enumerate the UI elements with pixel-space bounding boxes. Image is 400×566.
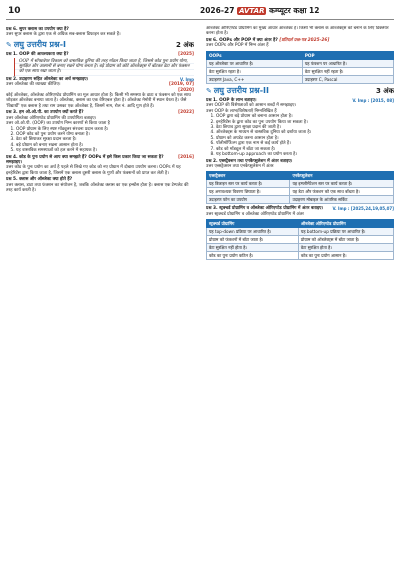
answer-5: उत्तर क्लास, डाटा तथा फंक्शन का संयोजन है, जबकि ऑब्जेक्ट क्लास का एक इन्स्टेंस होता है। क्लास एक टेम्पलेट की तरह कार्य करती है। xyxy=(6,182,189,193)
right-column xyxy=(206,26,394,562)
list-item: 4. ऑब्जेक्ट्स के माध्यम से वास्तविक दुनिया को दर्शाया जाता है। xyxy=(216,130,394,135)
answer-2-year: [2020] xyxy=(178,87,194,93)
right-intro: ऑब्जेक्ट ओरिएण्टेड प्रोग्रामिंग का मुख्य आधार ऑब्जेक्ट हैं। किसी भी क्लास के ऑब्जेक्ट्स को बनाने के लिए डिक्लेयर करना होता है। xyxy=(206,26,389,37)
header-rule xyxy=(6,19,394,20)
brand-logo: AVTAR xyxy=(239,7,265,15)
class-label: कक्षा 12 xyxy=(293,6,320,15)
list-item: 8. यह bottom-up approach का प्रयोग करता है। xyxy=(216,152,394,157)
section-title: लघु उत्तरीय प्रश्न-II xyxy=(213,85,269,95)
handwritten-answer: OOP में सॉफ्टवेयर विकास को वास्तविक दुनिया की तरह मॉडल किया जाता है, जिससे कोड पुनः प्रयोग योग्य, सुरक्षित और आसानी से बनाए रखने योग्य बनता है। बड़े प्रोग्राम को छोटे ऑब्जेक्ट्स में बाँटकर डेटा और फंक्शन को एक साथ रखा जाता है। xyxy=(14,58,194,76)
vimp-tag: V. Imp xyxy=(179,76,194,82)
answer-2-head: [2019, 07] उत्तर ऑब्जेक्ट की व्याख्या कीजिए। xyxy=(6,82,194,88)
table-row: यह ऑब्जेक्ट पर आधारित है। यह फंक्शन पर आधारित है। xyxy=(207,59,394,67)
question-r3-sub: उत्तर स्ट्रक्चर्ड प्रोग्रामिंग व ऑब्जेक्ट ओरिएण्टेड प्रोग्रामिंग में अंतर xyxy=(206,211,304,217)
list-item: 6. पॉलीमॉर्फिज्म द्वारा एक नाम से कई कार्य होते हैं। xyxy=(216,141,394,146)
section-title: लघु उत्तरीय प्रश्न-I xyxy=(13,39,66,49)
table-row: डेटा सुरक्षित रहता है। डेटा सुरक्षित नहीं रहता है। xyxy=(207,67,394,75)
section-header-short-2 xyxy=(206,85,394,95)
question-4: [2016] प्रश्न 4. कोड के पुनः प्रयोग से आप क्या समझते हैं? OOPs में इसे किस प्रकार किया जा सकता है? समझाइए। xyxy=(6,154,194,165)
list-item: 2. इनहेरिटेंस के द्वारा कोड का पुनः उपयोग किया जा सकता है। xyxy=(216,120,394,125)
question-6: प्रश्न 6. OOPs और POP में क्या अंतर है? [प्रतिदर्श प्रश्न-पत्र 2025-26] xyxy=(206,37,330,43)
oops-pop-table: OOPs POP यह ऑब्जेक्ट पर आधारित है। यह फंक्शन पर आधारित है। डेटा सुरक्षित रहता है। डेटा सुरक्षित नहीं रहता है। उदाहरण Java, C++ उदाहरण C, Pascal xyxy=(206,51,394,84)
answer-4: उत्तर कोड के पुनः प्रयोग का अर्थ है पहले से लिखे गए कोड को नए प्रोग्राम में दोबारा उपयोग करना। OOPs में यह इनहेरिटेंस द्वारा किया जाता है, जिसमें एक क्लास दूसरी क्लास के गुणों और फंक्शनों को प्राप्त कर लेती है। xyxy=(6,165,181,176)
book-brand xyxy=(200,6,319,16)
table-row: प्रोग्राम को फंक्शनों में बाँटा जाता है। प्रोग्राम को ऑब्जेक्ट्स में बाँटा जाता है। xyxy=(207,236,394,244)
table-row: कोड का पुनः प्रयोग कठिन है। कोड का पुनः प्रयोग आसान है। xyxy=(207,252,394,260)
list-item: 3. डेटा छिपाव द्वारा सुरक्षा प्रदान की जाती है। xyxy=(216,125,394,130)
answer-r1-intro: उत्तर OOP के लाभ/विशेषताएँ निम्नलिखित हैं xyxy=(206,108,277,114)
year-label: 2026-27 xyxy=(200,6,235,15)
question-r2: प्रश्न 2. एब्सट्रैक्शन तथा एनकैप्सुलेशन में अंतर बताइए। xyxy=(206,158,293,164)
answer-3-list xyxy=(6,127,194,154)
answer-top: उत्तर सुपर क्लास के द्वारा एक से अधिक सब-क्लास डिफाइन कर सकते हैं। xyxy=(6,32,121,38)
question-r2-sub: उत्तर एब्सट्रैक्शन तथा एनकैप्सुलेशन में अंतर xyxy=(206,163,274,169)
table-row: यह top-down प्रक्रिया पर आधारित है। यह bottom-up प्रक्रिया पर आधारित है। xyxy=(207,228,394,236)
question-2: V. Imp प्रश्न 2. उदाहरण सहित ऑब्जेक्ट का अर्थ समझाइए। xyxy=(6,76,194,82)
list-item: 7. कोड को मॉड्यूल में बाँटा जा सकता है। xyxy=(216,147,394,152)
question-r1: V. Imp : [2015, 08] प्रश्न 1. OOP के लाभ बताइए। xyxy=(206,98,394,104)
advantages-list xyxy=(206,114,394,157)
question-5: प्रश्न 5. क्लास और ऑब्जेक्ट क्या होते हैं? xyxy=(6,177,73,183)
list-item: 5. प्रोग्राम को अपडेट करना आसान होता है। xyxy=(216,136,394,141)
left-column xyxy=(6,26,194,562)
question-6-sub: उत्तर OOPs और POP में निम्न अंतर हैं xyxy=(206,43,269,49)
section-marks: 2 अंक xyxy=(175,40,194,49)
list-item: 2. OOP कोड को पुनः प्रयोग करने योग्य बनाता है। xyxy=(16,132,194,137)
question-r1b: उत्तर OOP की विशेषताओं को आसान शब्दों में समझाइए। xyxy=(206,103,297,109)
year-tag: [2025] xyxy=(178,52,194,58)
question-3: [2022] प्रश्न 3. हम ओ.ओ.पी. का उपयोग क्यों करते हैं? xyxy=(6,110,194,116)
structured-oop-table: स्ट्रक्चर्ड प्रोग्रामिंग ऑब्जेक्ट ओरिएण्टेड प्रोग्रामिंग यह top-down प्रक्रिया पर आधारित है। यह bottom-up प्रक्रिया पर आधारित है। प्रोग्राम को फंक्शनों में बाँटा जाता है। प्रोग्राम को ऑब्जेक्ट्स में बाँटा जाता है। डेटा सुरक्षित नहीं होता है। डेटा सुरक्षित होता है। कोड का पुनः प्रयोग कठिन है। कोड का पुनः प्रयोग आसान है। xyxy=(206,219,394,260)
answer-2: कोई ऑब्जेक्ट, ऑब्जेक्ट ओरिएण्टेड प्रोग्रामिंग का मूल आधार होता है। किसी भी समस्या के डाटा व फंक्शन को एक साथ जोड़कर ऑब्जेक्ट बनाया जाता है। ऑब्जेक्ट, क्लास का एक वेरिएबल होता है। ऑब्जेक्ट मेमोरी में स्थान घेरता है। जैसे 'विद्यार्थी' एक क्लास है तथा राम उसका एक ऑब्जेक्ट है, जिसमें नाम, रोल नं. आदि गुण होते हैं। xyxy=(6,93,191,109)
table-row: यह डिजाइन स्तर पर कार्य करता है। यह इम्प्लीमेंटेशन स्तर पर कार्य करता है। xyxy=(207,180,394,188)
answer-3-head: उत्तर ऑब्जेक्ट ओरिएण्टेड प्रोग्रामिंग की उपयोगिता बताइए। xyxy=(6,115,97,121)
question-1: [2025] प्रश्न 1. OOP की आवश्यकता क्या है? xyxy=(6,52,194,58)
question-r3: प्रश्न 3. स्ट्रक्चर्ड प्रोग्रामिंग व ऑब्जेक्ट ओरिएण्टेड प्रोग्रामिंग में अंतर बताइए। V. Imp : [2025,24,19,05,07] xyxy=(206,206,394,212)
section-header-short-1 xyxy=(6,39,194,49)
answer-3-intro: उत्तर ओ.ओ.पी. (OOP) का उपयोग निम्न कारणों से किया जाता है xyxy=(6,121,110,127)
question-top: प्रश्न 6. सुपर क्लास का उपयोग क्या है? xyxy=(6,27,69,32)
abstraction-table: एब्सट्रैक्शन एनकैप्सुलेशन यह डिजाइन स्तर पर कार्य करता है। यह इम्प्लीमेंटेशन स्तर पर कार्य करता है। यह अनावश्यक विवरण छिपाता है। यह डेटा और फंक्शन को एक साथ बाँधता है। उदाहरण फोन का उपयोग उदाहरण मोबाइल के आंतरिक सर्किट xyxy=(206,171,394,204)
table-row: उदाहरण फोन का उपयोग उदाहरण मोबाइल के आंतरिक सर्किट xyxy=(207,196,394,204)
page-number: 10 xyxy=(8,6,21,16)
pen-icon: ✎ xyxy=(6,40,12,49)
list-item: 4. बड़े प्रोग्राम को बनाए रखना आसान होता है। xyxy=(16,143,194,148)
list-item: 1. OOP प्रोग्राम के लिए स्पष्ट मॉड्यूलर संरचना प्रदान करता है। xyxy=(16,127,194,132)
list-item: 5. यह वास्तविक समस्याओं को हल करने में सहायक है। xyxy=(16,148,194,153)
section-marks: 3 अंक xyxy=(375,86,394,95)
table-row: उदाहरण Java, C++ उदाहरण C, Pascal xyxy=(207,75,394,83)
table-row: डेटा सुरक्षित नहीं होता है। डेटा सुरक्षित होता है। xyxy=(207,244,394,252)
subject-label: कम्प्यूटर xyxy=(269,6,291,15)
list-item: 1. OOP द्वारा बड़े प्रोग्राम को बनाना आसान होता है। xyxy=(216,114,394,119)
list-item: 3. डेटा को छिपाकर सुरक्षा प्रदान करता है। xyxy=(16,137,194,142)
pen-icon: ✎ xyxy=(206,86,212,95)
table-row: यह अनावश्यक विवरण छिपाता है। यह डेटा और फंक्शन को एक साथ बाँधता है। xyxy=(207,188,394,196)
page-header xyxy=(0,0,400,24)
